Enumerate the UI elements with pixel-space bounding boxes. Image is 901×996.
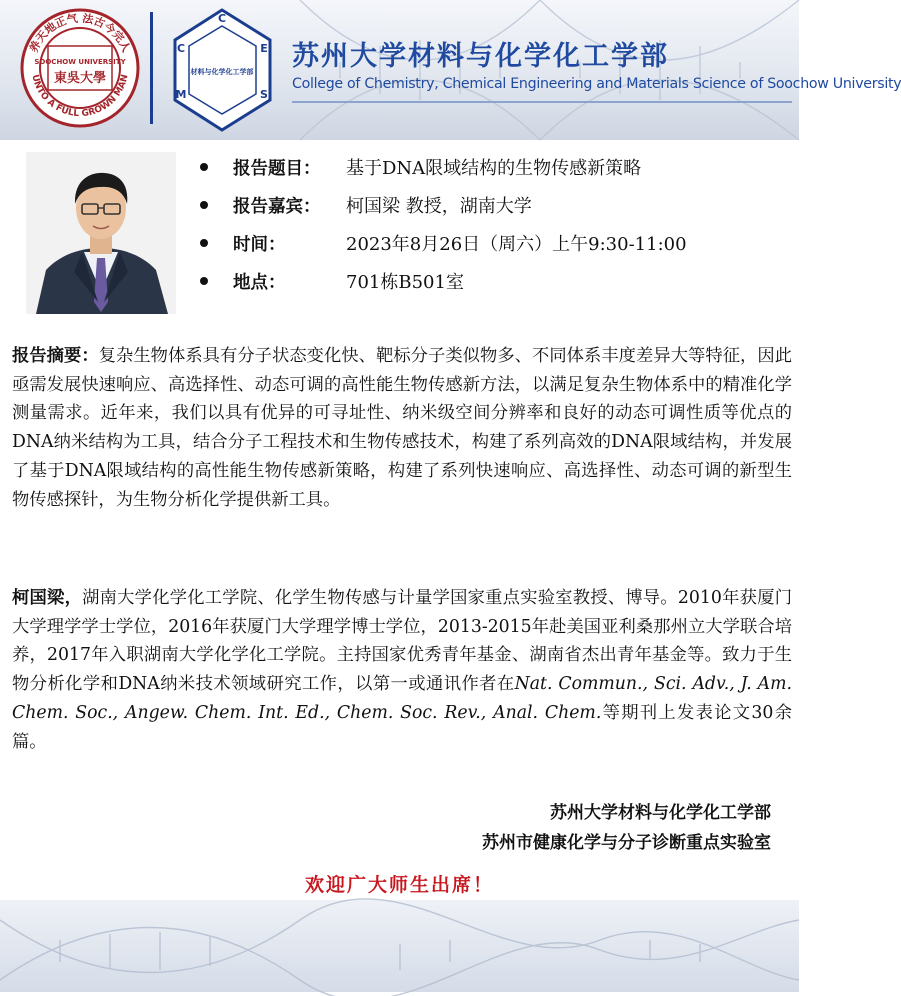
portrait-photo [26, 152, 176, 314]
bullet-icon [200, 201, 208, 209]
dna-helix-decoration [0, 900, 799, 992]
organizer-lab: 苏州市健康化学与分子诊断重点实验室 [482, 833, 771, 853]
college-logo-letter-1: C [217, 12, 227, 25]
college-logo [170, 6, 275, 134]
college-logo-letter-5: S [260, 88, 268, 101]
bio-text: 湖南大学化学化工学院、化学生物传感与计量学国家重点实验室教授、博导。2010年获厦门大学理学学士学位，2016年获厦门大学理学博士学位，2013-2015年赴美国亚利桑那州立大学联合培养，2017年入职湖南大学化学化工学院。主持国家优秀青年基金、湖南省杰出青年基金等。致力于生物分析化学和DNA纳米技术领域研究工作，以第一或通讯作者在 [12, 588, 792, 695]
college-logo-letter-2: C [176, 42, 186, 55]
college-logo-letter-4: M [175, 88, 187, 101]
bio-tail: 等期刊上发表论文30余篇。 [12, 702, 792, 752]
bio-lead: 柯国梁， [12, 588, 83, 608]
university-logo-seal: 東吳大學 [53, 71, 107, 86]
university-logo-name: SOOCHOW UNIVERSITY [34, 58, 126, 66]
bio-journals: Nat. Commun., Sci. Adv., J. Am. Chem. Soc., Angew. Chem. Int. Ed., Chem. Soc. Rev., Anal. Chem. [12, 674, 792, 723]
welcome-message: 欢迎广大师生出席！ [304, 874, 494, 896]
info-value: 701栋B501室 [346, 272, 464, 293]
header-title: 苏州大学材料与化学化工学部 [292, 41, 669, 72]
header-banner [0, 0, 901, 140]
info-value: 2023年8月26日（周六）上午9:30-11:00 [346, 234, 687, 255]
bullet-icon [200, 163, 208, 171]
university-logo-motto: 养天地正气 法古今完人 [27, 11, 133, 55]
university-logo-english-motto: UNTO A FULL GROWN MAN [29, 73, 131, 120]
abstract-paragraph [12, 342, 792, 514]
college-logo-name: 材料与化学化工学部 [190, 67, 254, 76]
header-subtitle: College of Chemistry, Chemical Engineering and Materials Science of Soochow University [292, 76, 901, 92]
bullet-icon [200, 239, 208, 247]
organizer-college: 苏州大学材料与化学化工学部 [550, 803, 771, 823]
header-divider [150, 12, 153, 124]
abstract-lead: 报告摘要： [12, 346, 99, 366]
info-label: 报告嘉宾： [233, 196, 321, 217]
bullet-icon [200, 277, 208, 285]
footer-banner [0, 900, 799, 992]
info-value: 柯国梁 教授，湖南大学 [346, 196, 532, 217]
college-logo-letter-3: E [260, 42, 268, 55]
organizers [482, 798, 771, 858]
info-label: 地点： [233, 272, 286, 293]
speaker-photo [26, 152, 176, 314]
info-label: 报告题目： [233, 158, 321, 179]
bio-paragraph [12, 584, 792, 756]
info-label: 时间： [233, 234, 286, 255]
abstract-text: 复杂生物体系具有分子状态变化快、靶标分子类似物多、不同体系丰度差异大等特征，因此亟需发展快速响应、高选择性、动态可调的高性能生物传感新方法，以满足复杂生物体系中的精准化学测量需求。近年来，我们以具有优异的可寻址性、纳米级空间分辨率和良好的动态可调性质等优点的DNA纳米结构为工具，结合分子工程技术和生物传感技术，构建了系列高效的DNA限域结构，并发展了基于DNA限域结构的高性能生物传感新策略，构建了系列快速响应、高选择性、动态可调的新型生物传感探针，为生物分析化学提供新工具。 [12, 346, 792, 510]
soochow-university-logo [20, 8, 140, 128]
info-value: 基于DNA限域结构的生物传感新策略 [346, 158, 642, 179]
header-underline [292, 101, 792, 103]
